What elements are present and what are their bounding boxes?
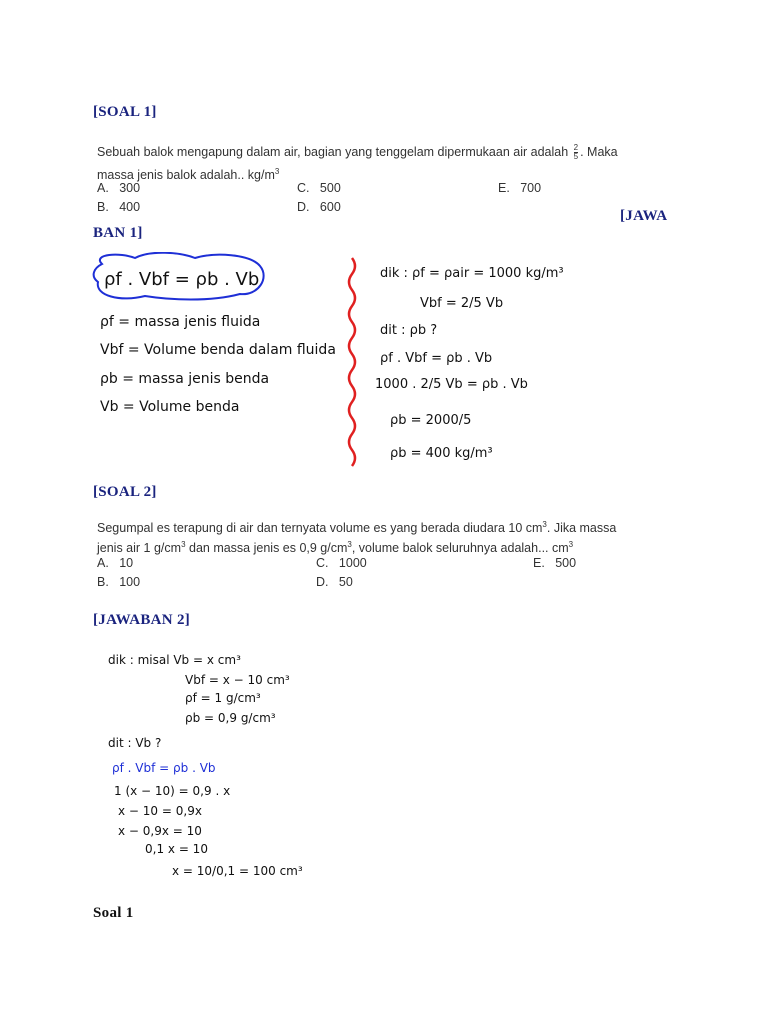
soal1-heading: [SOAL 1] (93, 104, 157, 120)
soal2-option-c: C. 1000 (316, 556, 367, 570)
jawaban1-step-4: ρf . Vbf = ρb . Vb (380, 351, 493, 366)
soal2-heading: [SOAL 2] (93, 484, 157, 500)
jawaban1-step-1: dik : ρf = ρair = 1000 kg/m³ (380, 266, 564, 281)
soal2-question-line2: jenis air 1 $g/cm^3$ dan massa jenis es 0,9 $g/cm^3$, volume balok seluruhnya adalah... $cm^3$ (97, 540, 574, 556)
jawaban1-handwritten-solution (90, 252, 650, 472)
jawaban1-heading-part2: BAN 1] (93, 225, 143, 241)
jawaban1-legend-4: Vb = Volume benda (100, 399, 240, 415)
jawaban2-step-8: x − 10 = 0,9x (118, 804, 202, 818)
soal1-fraction: $\frac{2}{5}$ (573, 143, 579, 162)
jawaban1-step-7: ρb = 400 kg/m³ (390, 446, 493, 461)
soal1-question-line2: massa jenis balok adalah.. $kg/m^3$ (97, 167, 280, 183)
jawaban2-step-10: 0,1 x = 10 (145, 842, 208, 856)
jawaban1-heading-part1: [JAWA (620, 208, 668, 224)
soal2-option-d: D. 50 (316, 575, 353, 589)
soal1-option-d: D. 600 (297, 200, 341, 214)
soal1-next-heading: Soal 1 (93, 905, 134, 921)
jawaban2-handwritten-solution (100, 642, 440, 892)
jawaban1-step-5: 1000 . 2/5 Vb = ρb . Vb (375, 377, 528, 392)
jawaban1-formula: ρf . Vbf = ρb . Vb (104, 269, 260, 290)
jawaban1-step-6: ρb = 2000/5 (390, 413, 472, 428)
soal2-question-line1: Segumpal es terapung di air dan ternyata volume es yang berada diudara 10 $cm^3$. Jika massa (97, 520, 617, 536)
soal2-option-b: B. 100 (97, 575, 141, 589)
red-wavy-divider (349, 258, 355, 466)
jawaban2-step-11: x = 10/0,1 = 100 cm³ (172, 864, 303, 878)
jawaban1-legend-3: ρb = massa jenis benda (100, 371, 270, 387)
soal1-question-line1: Sebuah balok mengapung dalam air, bagian yang tenggelam dipermukaan air adalah $\frac{2}{5}$ . Maka (97, 143, 618, 162)
jawaban2-step-4: ρb = 0,9 g/cm³ (185, 711, 276, 725)
jawaban2-step-5: dit : Vb ? (108, 736, 162, 750)
soal2-option-a: A. 10 (97, 556, 134, 570)
jawaban2-step-2: Vbf = x − 10 cm³ (185, 673, 290, 687)
jawaban2-step-6: ρf . Vbf = ρb . Vb (112, 761, 216, 775)
jawaban1-step-3: dit : ρb ? (380, 323, 438, 338)
soal1-option-e: E. 700 (498, 181, 542, 195)
jawaban1-step-2: Vbf = 2/5 Vb (420, 296, 504, 311)
jawaban2-heading: [JAWABAN 2] (93, 612, 191, 628)
jawaban1-legend-1: ρf = massa jenis fluida (100, 314, 261, 330)
soal1-option-c: C. 500 (297, 181, 341, 195)
jawaban2-step-1: dik : misal Vb = x cm³ (108, 653, 241, 667)
jawaban2-step-3: ρf = 1 g/cm³ (185, 691, 261, 705)
soal1-option-a: A. 300 (97, 181, 141, 195)
jawaban2-step-7: 1 (x − 10) = 0,9 . x (114, 784, 231, 798)
soal1-option-b: B. 400 (97, 200, 141, 214)
jawaban2-step-9: x − 0,9x = 10 (118, 824, 202, 838)
jawaban1-legend-2: Vbf = Volume benda dalam fluida (100, 342, 336, 358)
soal2-option-e: E. 500 (533, 556, 577, 570)
